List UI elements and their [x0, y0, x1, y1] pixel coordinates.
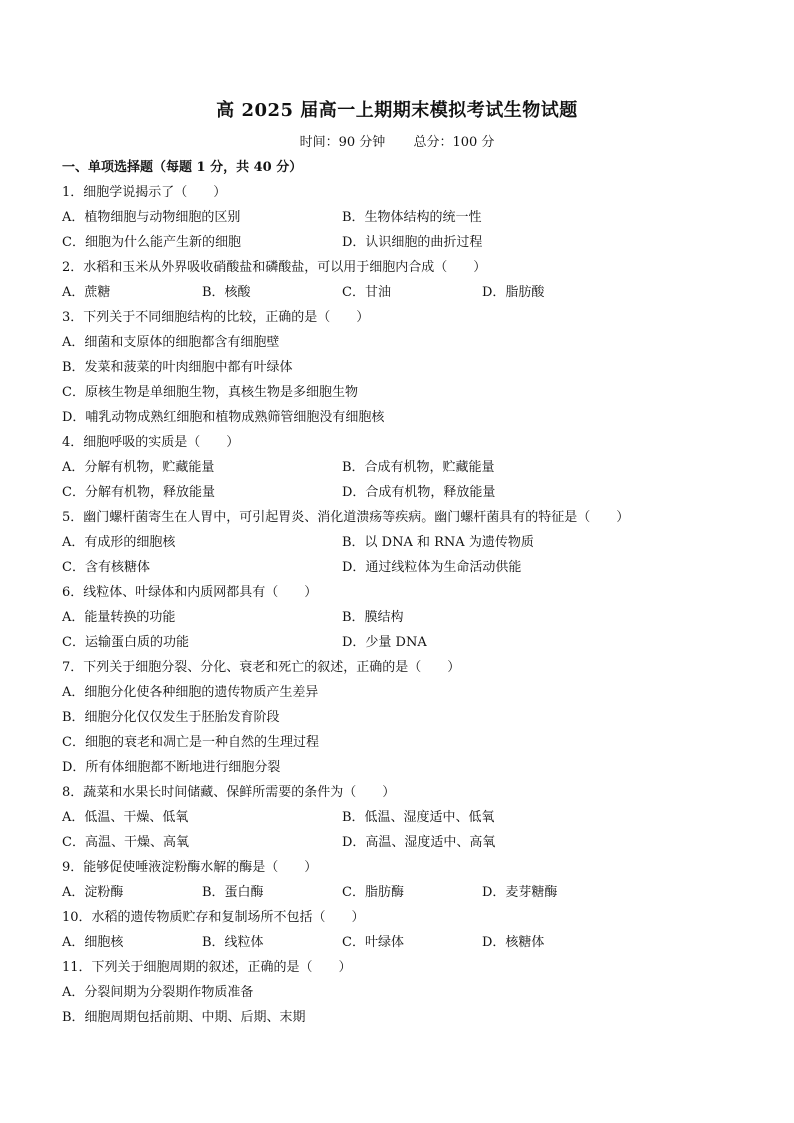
answer-option: C．原核生物是单细胞生物，真核生物是多细胞生物 [62, 385, 358, 400]
option-row [62, 230, 742, 255]
option-row [62, 480, 742, 505]
page-title: 高 2025 届高一上期期末模拟考试生物试题 [216, 100, 578, 121]
answer-option: B．细胞分化仅仅发生于胚胎发育阶段 [62, 710, 280, 725]
question-stem: 4．细胞呼吸的实质是（ ） [62, 435, 240, 450]
option-row [62, 405, 742, 430]
answer-option: A．分裂间期为分裂期作物质准备 [62, 985, 254, 1000]
section-heading: 一、单项选择题（每题 1 分，共 40 分） [62, 160, 303, 175]
answer-option: D．所有体细胞都不断地进行细胞分裂 [62, 760, 281, 775]
option-row [62, 605, 742, 630]
option-row [62, 930, 742, 955]
answer-option: A．植物细胞与动物细胞的区别 [62, 210, 241, 225]
answer-option: B．生物体结构的统一性 [342, 210, 482, 225]
answer-option: A．细胞核 [62, 935, 124, 950]
answer-option: D．高温、湿度适中、高氧 [342, 835, 496, 850]
option-row [62, 280, 742, 305]
exam-time: 时间：90 分钟 [299, 135, 386, 150]
answer-option: A．分解有机物，贮藏能量 [62, 460, 215, 475]
exam-score: 总分：100 分 [413, 135, 495, 150]
answer-option: A．有成形的细胞核 [62, 535, 176, 550]
question-stem: 3．下列关于不同细胞结构的比较，正确的是（ ） [62, 310, 370, 325]
answer-option: A．淀粉酶 [62, 885, 124, 900]
answer-option: B．合成有机物，贮藏能量 [342, 460, 495, 475]
question-stem: 8．蔬菜和水果长时间储藏、保鲜所需要的条件为（ ） [62, 785, 396, 800]
answer-option: C．细胞的衰老和凋亡是一种自然的生理过程 [62, 735, 319, 750]
answer-option: D．核糖体 [482, 935, 545, 950]
option-row [62, 355, 742, 380]
option-row [62, 705, 742, 730]
option-row [62, 530, 742, 555]
option-row [62, 730, 742, 755]
question-list [62, 155, 742, 1030]
answer-option: C．叶绿体 [342, 935, 404, 950]
answer-option: C．分解有机物，释放能量 [62, 485, 215, 500]
option-row [62, 1005, 742, 1030]
answer-option: B．低温、湿度适中、低氧 [342, 810, 495, 825]
answer-option: A．细胞分化使各种细胞的遗传物质产生差异 [62, 685, 319, 700]
option-row [62, 630, 742, 655]
option-row [62, 380, 742, 405]
answer-option: D．合成有机物，释放能量 [342, 485, 496, 500]
question-stem: 9．能够促使唾液淀粉酶水解的酶是（ ） [62, 860, 318, 875]
answer-option: B．细胞周期包括前期、中期、后期、末期 [62, 1010, 306, 1025]
answer-option: D．哺乳动物成熟红细胞和植物成熟筛管细胞没有细胞核 [62, 410, 385, 425]
option-row [62, 455, 742, 480]
option-row [62, 205, 742, 230]
option-row [62, 880, 742, 905]
question-stem: 5．幽门螺杆菌寄生在人胃中，可引起胃炎、消化道溃疡等疾病。幽门螺杆菌具有的特征是（ ） [62, 510, 630, 525]
option-row [62, 555, 742, 580]
option-row [62, 980, 742, 1005]
answer-option: D．认识细胞的曲折过程 [342, 235, 483, 250]
answer-option: B．以 DNA 和 RNA 为遗传物质 [342, 535, 534, 550]
question-stem: 7．下列关于细胞分裂、分化、衰老和死亡的叙述，正确的是（ ） [62, 660, 461, 675]
answer-option: A．能量转换的功能 [62, 610, 176, 625]
answer-option: B．膜结构 [342, 610, 404, 625]
option-row [62, 805, 742, 830]
question-stem: 1．细胞学说揭示了（ ） [62, 185, 227, 200]
exam-info [0, 131, 794, 150]
option-row [62, 330, 742, 355]
answer-option: C．甘油 [342, 285, 391, 300]
answer-option: B．线粒体 [202, 935, 264, 950]
question-stem: 11．下列关于细胞周期的叙述，正确的是（ ） [62, 960, 352, 975]
option-row [62, 680, 742, 705]
option-row [62, 755, 742, 780]
option-row [62, 830, 742, 855]
answer-option: D．少量 DNA [342, 635, 427, 650]
answer-option: C．高温、干燥、高氧 [62, 835, 189, 850]
answer-option: C．运输蛋白质的功能 [62, 635, 189, 650]
question-stem: 6．线粒体、叶绿体和内质网都具有（ ） [62, 585, 318, 600]
answer-option: D．麦芽糖酶 [482, 885, 558, 900]
answer-option: B．蛋白酶 [202, 885, 264, 900]
answer-option: D．脂肪酸 [482, 285, 545, 300]
answer-option: A．蔗糖 [62, 285, 111, 300]
answer-option: B．核酸 [202, 285, 251, 300]
answer-option: A．低温、干燥、低氧 [62, 810, 189, 825]
answer-option: D．通过线粒体为生命活动供能 [342, 560, 522, 575]
answer-option: C．含有核糖体 [62, 560, 150, 575]
answer-option: B．发菜和菠菜的叶肉细胞中都有叶绿体 [62, 360, 293, 375]
answer-option: A．细菌和支原体的细胞都含有细胞壁 [62, 335, 280, 350]
answer-option: C．脂肪酶 [342, 885, 404, 900]
answer-option: C．细胞为什么能产生新的细胞 [62, 235, 241, 250]
question-stem: 10．水稻的遗传物质贮存和复制场所不包括（ ） [62, 910, 365, 925]
question-stem: 2．水稻和玉米从外界吸收硝酸盐和磷酸盐，可以用于细胞内合成（ ） [62, 260, 487, 275]
